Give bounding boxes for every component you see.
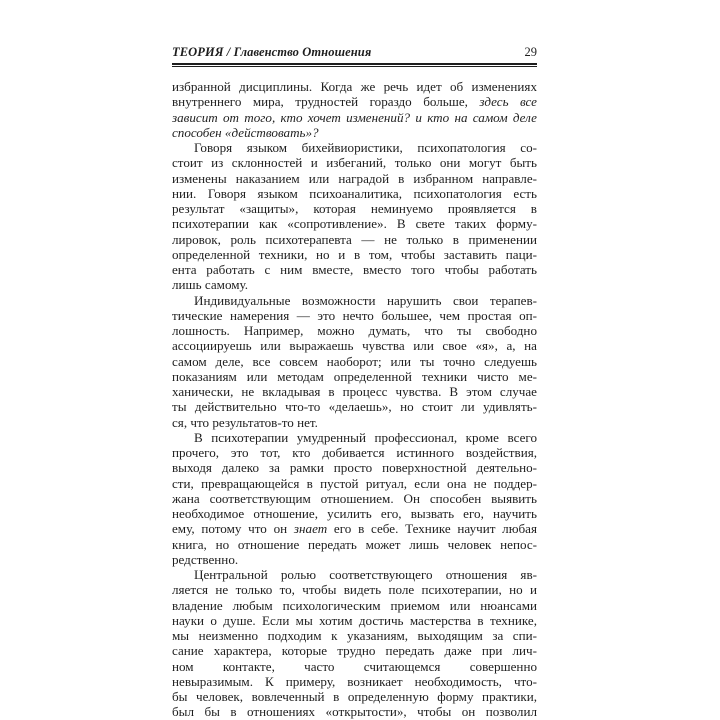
italic-run: здесь все bbox=[479, 94, 537, 110]
text-run: тические намерения — это нечто большее, чем простая оп- bbox=[172, 307, 537, 323]
book-page bbox=[172, 44, 537, 720]
text-line bbox=[172, 262, 537, 277]
text-run: Индивидуальные возможности нарушить свои терапев- bbox=[194, 292, 537, 308]
text-run: психотерапии как «сопротивление». В свете таких форму- bbox=[172, 216, 537, 232]
text-line bbox=[172, 460, 537, 475]
text-run: прочего, это тот, кто добивается истинного воздействия, bbox=[172, 445, 537, 460]
text-line bbox=[172, 338, 537, 353]
italic-run: способен «действовать»? bbox=[172, 124, 319, 140]
text-line bbox=[172, 399, 537, 414]
text-run: выходя далеко за рамки просто поверхностной деятельно- bbox=[172, 460, 537, 476]
text-line bbox=[172, 277, 537, 292]
text-line bbox=[172, 643, 537, 658]
text-run: внутреннего мира, трудностей гораздо больше, bbox=[172, 94, 480, 110]
text-run: ему, потому что он bbox=[172, 521, 294, 537]
text-run: сание характера, которые трудно передать даже при лич- bbox=[172, 643, 537, 659]
text-run: изменены наказанием или наградой в избранном направле- bbox=[172, 170, 537, 186]
text-run: книга, но отношение передать может лишь человек непос- bbox=[172, 536, 537, 552]
text-run: результат «защиты», которая неминуемо проявляется в bbox=[172, 201, 537, 216]
text-run: ента работать с ним вместе, вместо того чтобы работать bbox=[172, 262, 537, 277]
text-run: показаниям или методам определенной техники чисто ме- bbox=[172, 368, 537, 384]
paragraph bbox=[172, 293, 537, 430]
text-line bbox=[172, 659, 537, 674]
text-line bbox=[172, 293, 537, 308]
text-line bbox=[172, 582, 537, 597]
text-run: ханически, не вкладывая в процесс чувства. В этом случае bbox=[172, 384, 537, 399]
text-run: необходимое отношение, усилить его, вызвать его, научить bbox=[172, 506, 537, 521]
text-run: бы человек, вовлеченный в определенную форму практики, bbox=[172, 689, 537, 704]
text-run: лишь самому. bbox=[172, 277, 249, 293]
text-line bbox=[172, 110, 537, 125]
text-line bbox=[172, 445, 537, 460]
text-run: жана соответствующим отношением. Он способен выявить bbox=[172, 490, 537, 506]
text-line bbox=[172, 369, 537, 384]
paragraph bbox=[172, 79, 537, 140]
text-line bbox=[172, 125, 537, 140]
text-line bbox=[172, 247, 537, 262]
text-run: определенной техники, но и в том, чтобы заставить паци- bbox=[172, 246, 537, 262]
text-line bbox=[172, 216, 537, 231]
header-rule-thick bbox=[172, 63, 537, 65]
text-line bbox=[172, 140, 537, 155]
running-header bbox=[172, 44, 537, 60]
paragraph bbox=[172, 140, 537, 293]
text-line bbox=[172, 491, 537, 506]
text-line bbox=[172, 155, 537, 170]
text-line bbox=[172, 79, 537, 94]
text-line bbox=[172, 94, 537, 109]
text-run: мы неизменно подходим к указаниям, выходящим за спи- bbox=[172, 628, 537, 643]
text-run: самом деле, все совсем наоборот; или ты точно следуешь bbox=[172, 353, 537, 369]
text-run: нии. Говоря языком психоаналитика, психопатология есть bbox=[172, 185, 537, 201]
body-text bbox=[172, 79, 537, 720]
text-run: лировок, роль психотерапевта — не только в применении bbox=[172, 231, 537, 247]
text-line bbox=[172, 506, 537, 521]
text-run: его в себе. Технике научит любая bbox=[327, 521, 537, 537]
text-line bbox=[172, 674, 537, 689]
text-run: редственно. bbox=[172, 551, 239, 567]
text-run: ассоциируешь или выражаешь чувства или свое «я», а, на bbox=[172, 338, 537, 354]
text-line bbox=[172, 430, 537, 445]
text-line bbox=[172, 201, 537, 216]
italic-run: зависит от того, кто хочет изменений? и кто на самом деле bbox=[172, 109, 537, 125]
text-run: был бы в отношениях «открытости», чтобы он позволил bbox=[172, 704, 537, 720]
text-line bbox=[172, 354, 537, 369]
text-line bbox=[172, 552, 537, 567]
text-line bbox=[172, 567, 537, 582]
text-line bbox=[172, 521, 537, 536]
text-line bbox=[172, 689, 537, 704]
text-run: лошность. Например, можно думать, что ты свободно bbox=[172, 323, 537, 338]
text-line bbox=[172, 537, 537, 552]
paragraph bbox=[172, 567, 537, 720]
text-line bbox=[172, 186, 537, 201]
text-run: сти, превращающейся в пустой ритуал, если она не поддер- bbox=[172, 475, 537, 491]
text-run: ляется не только то, чтобы видеть поле психотерапии, но и bbox=[172, 582, 537, 598]
text-line bbox=[172, 323, 537, 338]
italic-run: знает bbox=[293, 521, 328, 537]
text-line bbox=[172, 232, 537, 247]
text-run: стоит из склонностей и избеганий, только они могут быть bbox=[172, 155, 537, 171]
text-line bbox=[172, 415, 537, 430]
text-run: ном контакте, часто считающемся совершенно bbox=[172, 658, 537, 674]
text-line bbox=[172, 476, 537, 491]
header-rule-thin bbox=[172, 66, 537, 67]
text-run: ся, что результатов-то нет. bbox=[172, 414, 318, 430]
text-run: Центральной ролью соответствующего отношения яв- bbox=[194, 567, 537, 582]
paragraph bbox=[172, 430, 537, 567]
text-line bbox=[172, 598, 537, 613]
text-line bbox=[172, 171, 537, 186]
text-line bbox=[172, 384, 537, 399]
text-run: владение любым психологическим приемом или нюансами bbox=[172, 597, 537, 613]
text-line bbox=[172, 628, 537, 643]
text-run: невыразимым. К примеру, возникает необходимость, что- bbox=[172, 673, 537, 689]
text-line bbox=[172, 308, 537, 323]
text-run: науки о душе. Если мы хотим достичь мастерства в технике, bbox=[172, 612, 537, 628]
text-line bbox=[172, 613, 537, 628]
text-run: избранной дисциплины. Когда же речь идет об изменениях bbox=[172, 79, 537, 94]
page-number: 29 bbox=[524, 45, 537, 59]
text-line bbox=[172, 704, 537, 719]
text-run: В психотерапии умудренный профессионал, кроме всего bbox=[194, 429, 537, 445]
section-title: ТЕОРИЯ / Главенство Отношения bbox=[172, 45, 372, 59]
text-run: Говоря языком бихейвиористики, психопатология со- bbox=[194, 140, 537, 155]
text-run: ты действительно что-то «делаешь», но стоит ли удивлять- bbox=[172, 399, 537, 415]
